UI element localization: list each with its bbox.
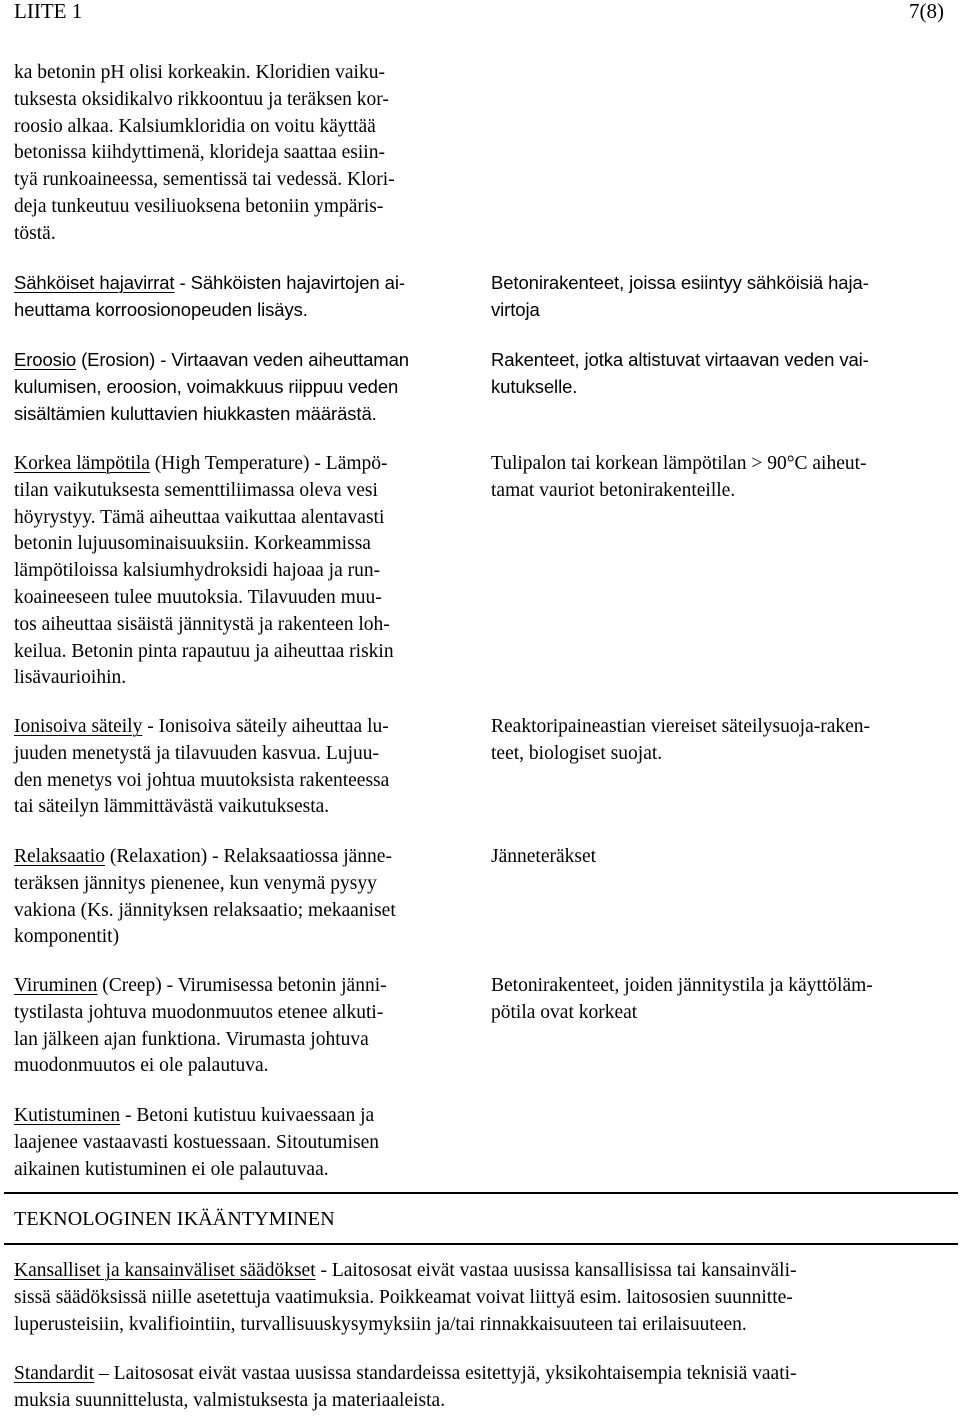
- definition-text: - Betoni kutistuu kuivaessaan ja laajenee vastaavasti kostuessaan. Sitoutumisen aikainen kutistuminen ei ole palautuvaa.: [14, 1105, 379, 1180]
- term: Standardit: [14, 1363, 95, 1384]
- definition-national-international-regulations: [14, 1258, 797, 1338]
- definition-text: (Erosion) - Virtaavan veden aiheuttaman kulumisen, eroosion, voimakkuus riippuu veden sisältämien kuluttavien hiukkasten määrästä.: [14, 349, 409, 424]
- definition-erosion: [14, 347, 409, 427]
- definition-text: (Creep) - Virumisessa betonin jänni- tystilasta johtuva muodonmuutos etenee alkuti- lan jälkeen ajan funktiona. Virumasta johtuva muodonmuutos ei ole palautuva.: [14, 975, 387, 1077]
- definition-standards: [14, 1361, 797, 1415]
- definition-shrinkage: [14, 1103, 379, 1183]
- term: Eroosio: [14, 349, 77, 370]
- definition-text: (Relaxation) - Relaksaatiossa jänne- teräksen jännitys pienenee, kun venymä pysyy vakiona (Ks. jännityksen relaksaatio; mekaaniset komponentit): [14, 846, 396, 948]
- definition-relaxation: [14, 844, 396, 951]
- section-divider-top: [4, 1192, 958, 1194]
- term: Viruminen: [14, 975, 98, 996]
- definition-high-temperature: [14, 451, 394, 692]
- definition-text: - Sähköisten hajavirtojen ai- heuttama korroosionopeuden lisäys.: [14, 272, 405, 320]
- applies-to-ionizing-radiation: Reaktoripaineastian viereiset säteilysuoja-raken- teet, biologiset suojat.: [491, 716, 871, 764]
- term: Kutistuminen: [14, 1105, 121, 1126]
- term: Sähköiset hajavirrat: [14, 272, 175, 293]
- definition-creep: [14, 973, 387, 1080]
- applies-to-erosion: Rakenteet, jotka altistuvat virtaavan veden vai- kutukselle.: [491, 349, 869, 397]
- applies-to-electric-stray-currents: Betonirakenteet, joissa esiintyy sähköisiä haja- virtoja: [491, 272, 869, 320]
- definition-ionizing-radiation: [14, 714, 389, 821]
- page-number: 7(8): [909, 0, 944, 23]
- term: Kansalliset ja kansainväliset säädökset: [14, 1260, 316, 1281]
- intro-paragraph: ka betonin pH olisi korkeakin. Kloridien vaiku- tuksesta oksidikalvo rikkoontuu ja teräksen kor- roosio alkaa. Kalsiumkloridia on voitu käyttää betonissa kiihdyttimenä, klorideja saattaa esiin- tyä runkoaineessa, sementissä tai vedessä. Klori- deja tunkeutuu vesiliuoksena betoniin ympäris- töstä.: [14, 62, 395, 244]
- section-divider-bottom: [4, 1243, 958, 1245]
- applies-to-relaxation: Jänneteräkset: [491, 846, 597, 867]
- definition-text: - Laitososat eivät vastaa uusissa kansallisissa tai kansainväli- sissä säädöksissä niille asetettuja vaatimuksia. Poikkeamat voivat liittyä esim. laitososien suunnitte- luperusteisiin, kvalifiointiin, turvallisuuskysymyksiin ja/tai rinnakkaisuuteen tai erilaisuuteen.: [14, 1260, 797, 1335]
- section-heading: TEKNOLOGINEN IKÄÄNTYMINEN: [14, 1208, 335, 1230]
- term: Ionisoiva säteily: [14, 716, 143, 737]
- applies-to-creep: Betonirakenteet, joiden jännitystila ja käyttöläm- pötila ovat korkeat: [491, 975, 873, 1023]
- page-header-left: LIITE 1: [14, 0, 83, 23]
- definition-text: (High Temperature) - Lämpö- tilan vaikutuksesta sementtiliimassa oleva vesi höyrystyy. Tämä aiheuttaa vaikuttaa alentavasti betonin lujuusominaisuuksiin. Korkeammissa lämpötiloissa kalsiumhydroksidi hajoaa ja run- koaineeseen tulee muutoksia. Tilavuuden muu- tos aiheuttaa sisäistä jännitystä ja rakenteen loh- keilua. Betonin pinta rapautuu ja aiheuttaa riskin lisävaurioihin.: [14, 453, 394, 689]
- definition-text: - Ionisoiva säteily aiheuttaa lu- juuden menetystä ja tilavuuden kasvua. Lujuu- den menetys voi johtua muutoksista rakenteessa tai säteilyn lämmittävästä vaikutuksesta.: [14, 716, 390, 818]
- definition-electric-stray-currents: [14, 270, 405, 324]
- applies-to-high-temperature: Tulipalon tai korkean lämpötilan > 90°C aiheut- tamat vauriot betonirakenteille.: [491, 453, 867, 501]
- term: Korkea lämpötila: [14, 453, 150, 474]
- definition-text: – Laitososat eivät vastaa uusissa standardeissa esitettyjä, yksikohtaisempia teknisiä vaati- muksia suunnittelusta, valmistuksesta ja materiaaleista.: [14, 1363, 797, 1411]
- term: Relaksaatio: [14, 846, 105, 867]
